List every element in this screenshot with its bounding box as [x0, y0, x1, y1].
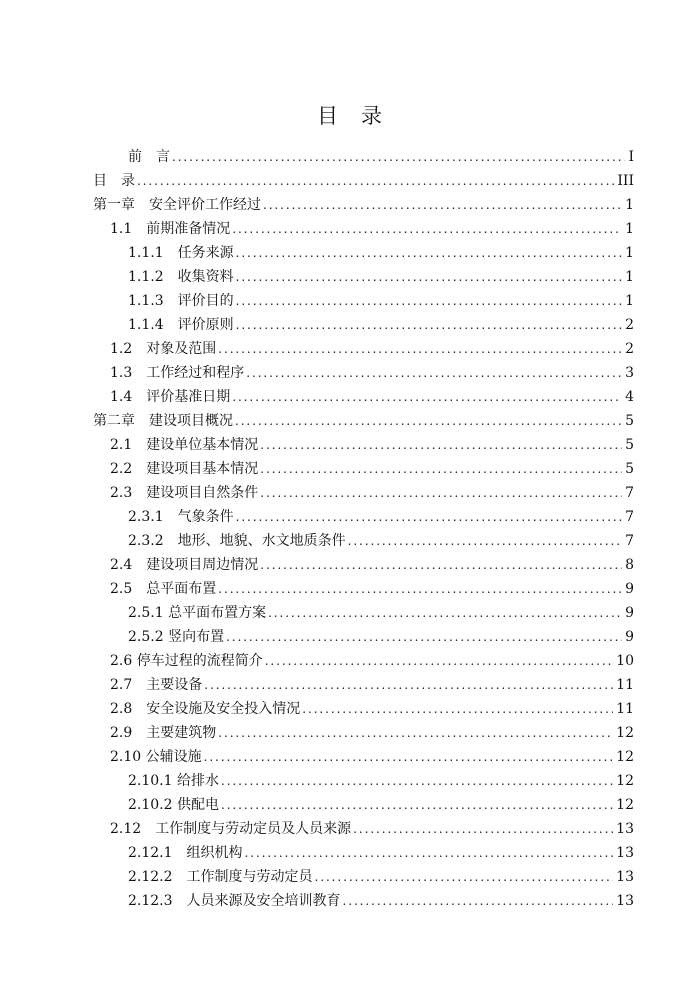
toc-leader-dots — [246, 362, 622, 384]
toc-entry[interactable] — [110, 218, 634, 240]
toc-entry-label: 2.1 建设单位基本情况 — [110, 437, 259, 453]
toc-entry-label: 目 录 — [93, 173, 135, 189]
toc-leader-dots — [221, 794, 613, 816]
toc-leader-dots — [204, 746, 614, 768]
toc-leader-dots — [221, 770, 613, 792]
toc-entry-label: 2.4 建设项目周边情况 — [110, 557, 259, 573]
toc-entry-label: 1.2 对象及范围 — [110, 341, 217, 357]
toc-entry[interactable] — [93, 194, 634, 216]
page-title: 目 录 — [317, 104, 383, 128]
toc-leader-dots — [218, 722, 613, 744]
toc-entry-page: 5 — [625, 437, 634, 453]
toc-entry[interactable] — [128, 866, 634, 888]
toc-entry-label: 2.2 建设项目基本情况 — [110, 461, 259, 477]
toc-entry[interactable] — [128, 290, 634, 312]
toc-entry[interactable] — [110, 746, 634, 768]
toc-entry[interactable] — [93, 170, 634, 192]
toc-entry-label: 2.3.1 气象条件 — [128, 509, 234, 525]
toc-entry-label: 1.4 评价基准日期 — [110, 389, 231, 405]
toc-entry-label: 1.1.1 任务来源 — [128, 245, 234, 261]
toc-entry-label: 2.12.3 人员来源及安全培训教育 — [128, 893, 341, 909]
toc-entry-label: 2.3 建设项目自然条件 — [110, 485, 259, 501]
toc-entry-page: 1 — [625, 221, 634, 237]
toc-entry-page: 13 — [616, 893, 634, 909]
toc-entry[interactable] — [110, 698, 634, 720]
toc-entry-label: 2.8 安全设施及安全投入情况 — [110, 701, 301, 717]
toc-leader-dots — [302, 698, 613, 720]
toc-entry-label: 1.3 工作经过和程序 — [110, 365, 245, 381]
toc-entry[interactable] — [110, 458, 634, 480]
toc-entry-page: I — [628, 149, 634, 165]
toc-entry-label: 第一章 安全评价工作经过 — [93, 197, 261, 213]
toc-entry-page: 5 — [625, 413, 634, 429]
toc-leader-dots — [232, 386, 622, 408]
toc-leader-dots — [204, 674, 613, 696]
toc-entry-label: 2.10.2 供配电 — [128, 797, 219, 813]
toc-leader-dots — [348, 530, 622, 552]
toc-entry-page: 2 — [625, 341, 634, 357]
toc-leader-dots — [236, 290, 622, 312]
toc-entry-page: 13 — [616, 845, 634, 861]
toc-entry[interactable] — [128, 626, 634, 648]
toc-leader-dots — [268, 602, 622, 624]
toc-entry-page: 5 — [625, 461, 634, 477]
toc-entry-label: 2.5 总平面布置 — [110, 581, 217, 597]
toc-leader-dots — [260, 482, 622, 504]
toc-entry[interactable] — [128, 842, 634, 864]
toc-entry-page: 12 — [616, 797, 634, 813]
toc-leader-dots — [260, 458, 622, 480]
toc-leader-dots — [236, 506, 622, 528]
toc-entry-label: 2.9 主要建筑物 — [110, 725, 217, 741]
toc-leader-dots — [232, 218, 622, 240]
toc-entry-page: 4 — [625, 389, 634, 405]
toc-entry-label: 2.7 主要设备 — [110, 677, 203, 693]
toc-entry-label: 1.1.2 收集资料 — [128, 269, 234, 285]
toc-entry[interactable] — [110, 650, 634, 672]
toc-entry[interactable] — [128, 530, 634, 552]
toc-entry[interactable] — [110, 434, 634, 456]
toc-entry[interactable] — [128, 266, 634, 288]
toc-leader-dots — [236, 242, 622, 264]
toc-entry-page: 11 — [616, 677, 634, 693]
toc-entry-label: 2.5.1 总平面布置方案 — [128, 605, 267, 621]
toc-entry-label: 1.1 前期准备情况 — [110, 221, 231, 237]
toc-entry-label: 2.12.1 组织机构 — [128, 845, 243, 861]
toc-entry-page: 1 — [625, 293, 634, 309]
toc-leader-dots — [236, 266, 622, 288]
toc-entry-label: 2.10 公辅设施 — [110, 749, 202, 765]
toc-entry-label: 2.6 停车过程的流程简介 — [110, 653, 263, 669]
toc-entry-page: 7 — [625, 509, 634, 525]
toc-entry-page: 13 — [616, 821, 634, 837]
toc-entry[interactable] — [110, 722, 634, 744]
toc-entry[interactable] — [128, 794, 634, 816]
toc-entry-label: 2.3.2 地形、地貌、水文地质条件 — [128, 533, 346, 549]
toc-entry[interactable] — [128, 890, 634, 912]
toc-leader-dots — [218, 338, 622, 360]
toc-leader-dots — [315, 866, 614, 888]
toc-entry-page: 12 — [616, 725, 634, 741]
toc-entry-page: 9 — [625, 605, 634, 621]
toc-entry[interactable] — [110, 362, 634, 384]
toc-entry-label: 2.12 工作制度与劳动定员及人员来源 — [110, 821, 352, 837]
toc-leader-dots — [218, 578, 622, 600]
toc-entry-page: 1 — [625, 245, 634, 261]
toc-entry[interactable] — [110, 338, 634, 360]
toc-entry-page: 3 — [625, 365, 634, 381]
toc-entry-label: 2.10.1 给排水 — [128, 773, 219, 789]
toc-leader-dots — [226, 626, 622, 648]
toc-entry-label: 2.5.2 竖向布置 — [128, 629, 225, 645]
toc-entry-page: 7 — [625, 533, 634, 549]
toc-entry-page: 1 — [625, 269, 634, 285]
toc-entry[interactable] — [93, 410, 634, 432]
toc-entry-label: 前 言 — [128, 149, 170, 165]
toc-leader-dots — [137, 170, 614, 192]
toc-leader-dots — [263, 194, 622, 216]
toc-entry-page: III — [617, 173, 634, 189]
toc-leader-dots — [353, 818, 613, 840]
toc-entry[interactable] — [110, 578, 634, 600]
toc-entry[interactable] — [128, 770, 634, 792]
toc-entry[interactable] — [128, 314, 634, 336]
toc-entry[interactable] — [128, 146, 634, 168]
toc-entry[interactable] — [128, 506, 634, 528]
toc-entry-page: 2 — [625, 317, 634, 333]
toc-entry-page: 7 — [625, 485, 634, 501]
toc-entry-label: 1.1.3 评价目的 — [128, 293, 234, 309]
toc-entry-label: 2.12.2 工作制度与劳动定员 — [128, 869, 313, 885]
toc-entry[interactable] — [110, 482, 634, 504]
toc-entry-page: 11 — [616, 701, 634, 717]
toc-entry-page: 8 — [625, 557, 634, 573]
toc-entry[interactable] — [110, 818, 634, 840]
toc-leader-dots — [236, 314, 622, 336]
toc-entry-page: 10 — [616, 653, 634, 669]
toc-leader-dots — [265, 650, 613, 672]
toc-entry-page: 12 — [616, 749, 634, 765]
toc-leader-dots — [260, 554, 622, 576]
toc-leader-dots — [260, 434, 622, 456]
toc-leader-dots — [245, 842, 614, 864]
toc-entry[interactable] — [110, 674, 634, 696]
toc-entry[interactable] — [128, 242, 634, 264]
toc-leader-dots — [343, 890, 614, 912]
toc-entry[interactable] — [110, 386, 634, 408]
toc-leader-dots — [235, 410, 622, 432]
toc-entry-page: 9 — [625, 629, 634, 645]
toc-entry-page: 1 — [625, 197, 634, 213]
toc-entry-page: 9 — [625, 581, 634, 597]
toc-leader-dots — [172, 146, 625, 168]
toc-entry-label: 1.1.4 评价原则 — [128, 317, 234, 333]
toc-entry-page: 13 — [616, 869, 634, 885]
toc-entry-label: 第二章 建设项目概况 — [93, 413, 233, 429]
toc-entry-page: 12 — [616, 773, 634, 789]
toc-entry[interactable] — [110, 554, 634, 576]
toc-entry[interactable] — [128, 602, 634, 624]
